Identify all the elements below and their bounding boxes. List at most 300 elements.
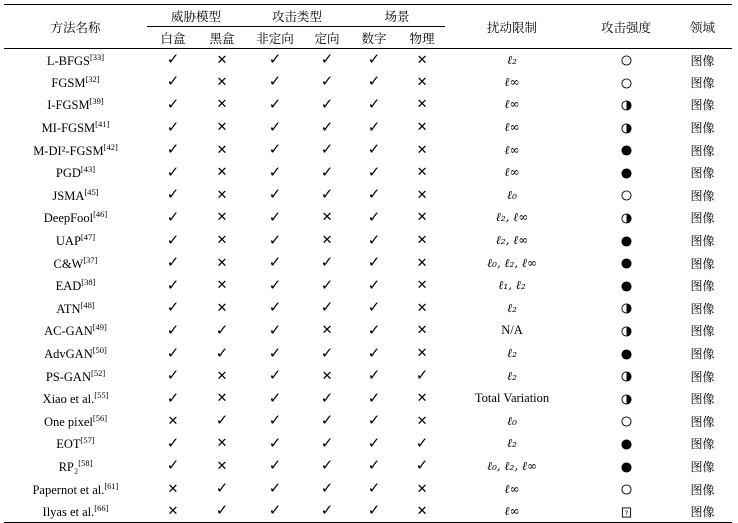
black-cell (199, 478, 245, 501)
targeted-cell (305, 455, 349, 478)
table-row (4, 365, 732, 388)
method-reference: [46] (93, 209, 108, 220)
perturbation-cell: ℓ∞ (504, 97, 520, 112)
untargeted-cell (245, 387, 305, 410)
cross-icon: ✕ (416, 278, 428, 294)
untargeted-cell (245, 365, 305, 388)
domain-cell: 图像 (690, 234, 715, 249)
targeted-cell (305, 297, 349, 320)
strength-empty-circle-icon (621, 190, 632, 201)
cross-icon: ✕ (416, 413, 428, 429)
untargeted-cell (245, 116, 305, 139)
cross-icon: ✕ (216, 52, 228, 68)
physical-cell (399, 433, 445, 456)
check-icon: ✓ (367, 253, 381, 272)
method-cell (4, 252, 147, 275)
check-icon: ✓ (320, 343, 334, 362)
cross-icon: ✕ (216, 233, 228, 249)
digital-cell (349, 297, 399, 320)
header-method: 方法名称 (50, 19, 101, 35)
method-name: I-FGSM (47, 98, 90, 113)
white-cell (147, 184, 199, 207)
method-reference: [43] (80, 164, 96, 175)
method-name: Ilyas et al. (42, 504, 95, 519)
table-row (4, 252, 732, 275)
perturbation-cell: ℓ∞ (504, 165, 520, 180)
digital-cell (349, 161, 399, 184)
physical-cell (399, 139, 445, 162)
table-row (4, 297, 732, 320)
check-icon: ✓ (166, 117, 180, 136)
method-cell (4, 500, 147, 523)
check-icon: ✓ (320, 411, 334, 430)
check-icon: ✓ (268, 320, 282, 339)
header-targeted: 定向 (314, 30, 340, 46)
table-row (4, 184, 732, 207)
strength-cell (579, 365, 673, 388)
black-cell (199, 94, 245, 117)
method-cell (4, 116, 147, 139)
check-icon: ✓ (320, 72, 334, 91)
strength-cell (579, 500, 673, 523)
strength-cell (579, 184, 673, 207)
domain-cell: 图像 (690, 53, 715, 68)
black-cell (199, 342, 245, 365)
table-row (4, 116, 732, 139)
check-icon: ✓ (367, 343, 381, 362)
targeted-cell (305, 229, 349, 252)
table-row (4, 94, 732, 117)
targeted-cell (305, 478, 349, 501)
method-name: PGD (55, 166, 81, 181)
check-icon: ✓ (166, 185, 180, 204)
method-cell (4, 229, 147, 252)
method-reference: [52] (90, 367, 106, 378)
perturbation-cell: ℓ₀, ℓ₂, ℓ∞ (487, 458, 537, 473)
domain-cell: 图像 (690, 211, 715, 226)
unknown-strength-icon (621, 507, 632, 518)
strength-cell (579, 410, 673, 433)
check-icon: ✓ (367, 456, 381, 475)
strength-cell (579, 478, 673, 501)
check-icon: ✓ (367, 230, 381, 249)
method-reference: [57] (80, 435, 95, 446)
physical-cell (399, 455, 445, 478)
strength-cell (579, 320, 673, 343)
check-icon: ✓ (367, 479, 381, 498)
cross-icon: ✕ (321, 368, 333, 384)
digital-cell (349, 184, 399, 207)
physical-cell (399, 342, 445, 365)
cross-icon: ✕ (216, 142, 228, 158)
cross-icon: ✕ (216, 436, 228, 452)
check-icon: ✓ (166, 72, 180, 91)
check-icon: ✓ (367, 185, 381, 204)
check-icon: ✓ (320, 433, 334, 452)
targeted-cell (305, 161, 349, 184)
perturbation-cell: ℓ₂ (507, 52, 517, 67)
method-name: EOT (56, 437, 81, 452)
table-row (4, 410, 732, 433)
cross-icon: ✕ (416, 142, 428, 158)
domain-cell: 图像 (690, 369, 715, 384)
method-cell (4, 71, 147, 94)
check-icon: ✓ (268, 343, 282, 362)
method-cell (4, 207, 147, 230)
check-icon: ✓ (320, 253, 334, 272)
check-icon: ✓ (268, 253, 282, 272)
method-name: FGSM (51, 75, 86, 90)
cross-icon: ✕ (216, 120, 228, 136)
check-icon: ✓ (268, 94, 282, 113)
table-row (4, 229, 732, 252)
cross-icon: ✕ (416, 346, 428, 362)
cross-icon: ✕ (416, 187, 428, 203)
header-physical: 物理 (409, 30, 435, 46)
check-icon: ✓ (367, 298, 381, 317)
table-row (4, 387, 732, 410)
perturbation-cell: Total Variation (474, 391, 550, 406)
check-icon: ✓ (268, 479, 282, 498)
perturbation-cell: ℓ∞ (504, 120, 520, 135)
strength-cell (579, 139, 673, 162)
physical-cell (399, 274, 445, 297)
check-icon: ✓ (367, 94, 381, 113)
check-icon: ✓ (166, 320, 180, 339)
check-icon: ✓ (268, 117, 282, 136)
check-icon: ✓ (166, 162, 180, 181)
table-row (4, 49, 732, 72)
method-reference: [61] (104, 480, 119, 491)
check-icon: ✓ (166, 275, 180, 294)
check-icon: ✓ (367, 72, 381, 91)
physical-cell (399, 500, 445, 523)
method-reference: [32] (85, 73, 100, 84)
check-icon: ✓ (320, 479, 334, 498)
method-name: EAD (55, 279, 82, 294)
method-cell (4, 342, 147, 365)
method-name: C&W (53, 256, 84, 271)
method-name: One pixel (43, 414, 93, 429)
check-icon: ✓ (367, 207, 381, 226)
method-reference: [66] (94, 502, 109, 513)
targeted-cell (305, 207, 349, 230)
check-icon: ✓ (166, 456, 180, 475)
method-cell (4, 94, 147, 117)
header-perturbation: 扰动限制 (487, 19, 538, 35)
check-icon: ✓ (166, 207, 180, 226)
check-icon: ✓ (367, 366, 381, 385)
strength-cell (579, 161, 673, 184)
strength-cell (579, 71, 673, 94)
physical-cell (399, 71, 445, 94)
table-row (4, 433, 732, 456)
digital-cell (349, 433, 399, 456)
cross-icon: ✕ (416, 481, 428, 497)
method-reference: [39] (89, 96, 104, 107)
header-scenario: 场景 (349, 5, 445, 27)
cross-icon: ✕ (167, 481, 179, 497)
perturbation-cell: ℓ₂ (507, 346, 517, 361)
strength-cell (579, 116, 673, 139)
check-icon: ✓ (166, 366, 180, 385)
method-name: DeepFool (43, 211, 94, 226)
check-icon: ✓ (367, 388, 381, 407)
check-icon: ✓ (320, 275, 334, 294)
check-icon: ✓ (367, 50, 381, 69)
white-cell (147, 320, 199, 343)
untargeted-cell (245, 94, 305, 117)
strength-full-circle-icon (621, 281, 632, 292)
check-icon: ✓ (320, 298, 334, 317)
method-cell (4, 478, 147, 501)
method-name: M-DI²-FGSM (33, 143, 104, 158)
method-name: JSMA (52, 188, 85, 203)
cross-icon: ✕ (416, 233, 428, 249)
method-name: RP₂ (58, 459, 79, 474)
method-reference: [50] (92, 345, 107, 356)
header-threat-model: 威胁模型 (147, 5, 245, 27)
physical-cell (399, 207, 445, 230)
domain-cell: 图像 (690, 324, 715, 339)
check-icon: ✓ (367, 411, 381, 430)
targeted-cell (305, 387, 349, 410)
cross-icon: ✕ (216, 368, 228, 384)
strength-cell (579, 433, 673, 456)
method-reference: [41] (95, 119, 110, 130)
cross-icon: ✕ (216, 458, 228, 474)
cross-icon: ✕ (216, 74, 228, 90)
black-cell (199, 229, 245, 252)
strength-empty-circle-icon (621, 416, 632, 427)
white-cell (147, 116, 199, 139)
strength-full-circle-icon (621, 462, 632, 473)
table-row (4, 207, 732, 230)
targeted-cell (305, 320, 349, 343)
perturbation-cell: ℓ₁, ℓ₂ (498, 278, 526, 293)
black-cell (199, 320, 245, 343)
strength-half-circle-icon (621, 326, 632, 337)
strength-half-circle-icon (621, 213, 632, 224)
perturbation-cell: ℓ∞ (504, 74, 520, 89)
check-icon: ✓ (268, 50, 282, 69)
method-cell (4, 184, 147, 207)
method-name: AdvGAN (44, 347, 93, 362)
check-icon: ✓ (268, 501, 282, 520)
check-icon: ✓ (320, 117, 334, 136)
digital-cell (349, 116, 399, 139)
cross-icon: ✕ (321, 233, 333, 249)
check-icon: ✓ (268, 366, 282, 385)
method-name: Xiao et al. (42, 392, 95, 407)
digital-cell (349, 455, 399, 478)
check-icon: ✓ (320, 162, 334, 181)
strength-cell (579, 49, 673, 72)
check-icon: ✓ (166, 388, 180, 407)
header-strength: 攻击强度 (601, 19, 652, 35)
domain-cell: 图像 (690, 75, 715, 90)
check-icon: ✓ (320, 50, 334, 69)
physical-cell (399, 252, 445, 275)
check-icon: ✓ (320, 388, 334, 407)
strength-full-circle-icon (621, 168, 632, 179)
strength-cell (579, 455, 673, 478)
physical-cell (399, 116, 445, 139)
check-icon: ✓ (367, 501, 381, 520)
untargeted-cell (245, 410, 305, 433)
cross-icon: ✕ (321, 210, 333, 226)
targeted-cell (305, 139, 349, 162)
method-name: ATN (56, 301, 81, 316)
cross-icon: ✕ (416, 210, 428, 226)
method-reference: [42] (103, 141, 118, 152)
cross-icon: ✕ (167, 503, 179, 519)
untargeted-cell (245, 49, 305, 72)
check-icon: ✓ (166, 343, 180, 362)
perturbation-cell: ℓ∞ (504, 142, 520, 157)
untargeted-cell (245, 342, 305, 365)
digital-cell (349, 365, 399, 388)
strength-full-circle-icon (621, 439, 632, 450)
method-cell (4, 297, 147, 320)
check-icon: ✓ (268, 456, 282, 475)
strength-half-circle-icon (621, 100, 632, 111)
check-icon: ✓ (268, 162, 282, 181)
domain-cell: 图像 (690, 279, 715, 294)
method-reference: [33] (89, 51, 105, 62)
physical-cell (399, 94, 445, 117)
targeted-cell (305, 49, 349, 72)
method-reference: [48] (80, 299, 95, 310)
cross-icon: ✕ (216, 97, 228, 113)
table-row (4, 274, 732, 297)
check-icon: ✓ (367, 140, 381, 159)
white-cell (147, 161, 199, 184)
svg-text:?: ? (624, 507, 628, 517)
black-cell (199, 455, 245, 478)
method-cell (4, 139, 147, 162)
check-icon: ✓ (166, 433, 180, 452)
untargeted-cell (245, 207, 305, 230)
digital-cell (349, 478, 399, 501)
digital-cell (349, 71, 399, 94)
table-row (4, 139, 732, 162)
check-icon: ✓ (367, 275, 381, 294)
untargeted-cell (245, 297, 305, 320)
white-cell (147, 387, 199, 410)
untargeted-cell (245, 229, 305, 252)
perturbation-cell: ℓ₀ (507, 413, 517, 428)
method-name: MI-FGSM (41, 121, 96, 136)
method-cell (4, 433, 147, 456)
table-row (4, 161, 732, 184)
targeted-cell (305, 365, 349, 388)
cross-icon: ✕ (216, 210, 228, 226)
attack-methods-table (4, 4, 732, 523)
black-cell (199, 387, 245, 410)
perturbation-cell: ℓ∞ (504, 503, 520, 518)
method-name: UAP (55, 234, 81, 249)
targeted-cell (305, 342, 349, 365)
untargeted-cell (245, 139, 305, 162)
black-cell (199, 500, 245, 523)
untargeted-cell (245, 161, 305, 184)
strength-half-circle-icon (621, 123, 632, 134)
table-row (4, 71, 732, 94)
method-name: L-BFGS (46, 53, 90, 68)
domain-cell: 图像 (690, 504, 715, 519)
cross-icon: ✕ (216, 391, 228, 407)
strength-half-circle-icon (621, 394, 632, 405)
check-icon: ✓ (166, 253, 180, 272)
physical-cell (399, 387, 445, 410)
physical-cell (399, 184, 445, 207)
method-cell (4, 274, 147, 297)
untargeted-cell (245, 71, 305, 94)
method-cell (4, 387, 147, 410)
check-icon: ✓ (215, 343, 229, 362)
white-cell (147, 229, 199, 252)
header-row-top (4, 5, 732, 27)
black-cell (199, 252, 245, 275)
targeted-cell (305, 184, 349, 207)
cross-icon: ✕ (416, 255, 428, 271)
black-cell (199, 207, 245, 230)
check-icon: ✓ (215, 411, 229, 430)
strength-cell (579, 94, 673, 117)
method-name: PS-GAN (45, 369, 91, 384)
physical-cell (399, 478, 445, 501)
check-icon: ✓ (268, 388, 282, 407)
check-icon: ✓ (268, 72, 282, 91)
cross-icon: ✕ (321, 323, 333, 339)
white-cell (147, 500, 199, 523)
domain-cell: 图像 (690, 301, 715, 316)
check-icon: ✓ (367, 433, 381, 452)
method-cell (4, 320, 147, 343)
check-icon: ✓ (367, 162, 381, 181)
method-reference: [47] (80, 232, 96, 243)
perturbation-cell: ℓ∞ (504, 481, 520, 496)
black-cell (199, 297, 245, 320)
method-reference: [58] (78, 457, 93, 468)
untargeted-cell (245, 478, 305, 501)
black-cell (199, 71, 245, 94)
perturbation-cell: N/A (501, 323, 523, 338)
check-icon: ✓ (166, 94, 180, 113)
cross-icon: ✕ (416, 97, 428, 113)
physical-cell (399, 161, 445, 184)
check-icon: ✓ (320, 456, 334, 475)
cross-icon: ✕ (416, 52, 428, 68)
check-icon: ✓ (166, 140, 180, 159)
strength-empty-circle-icon (621, 78, 632, 89)
domain-cell: 图像 (690, 392, 715, 407)
check-icon: ✓ (320, 501, 334, 520)
check-icon: ✓ (215, 501, 229, 520)
domain-cell: 图像 (690, 98, 715, 113)
check-icon: ✓ (215, 479, 229, 498)
check-icon: ✓ (268, 298, 282, 317)
cross-icon: ✕ (216, 300, 228, 316)
physical-cell (399, 320, 445, 343)
black-cell (199, 139, 245, 162)
check-icon: ✓ (415, 366, 429, 385)
header-attack-type: 攻击类型 (245, 5, 349, 27)
targeted-cell (305, 433, 349, 456)
cross-icon: ✕ (216, 278, 228, 294)
strength-empty-circle-icon (621, 484, 632, 495)
